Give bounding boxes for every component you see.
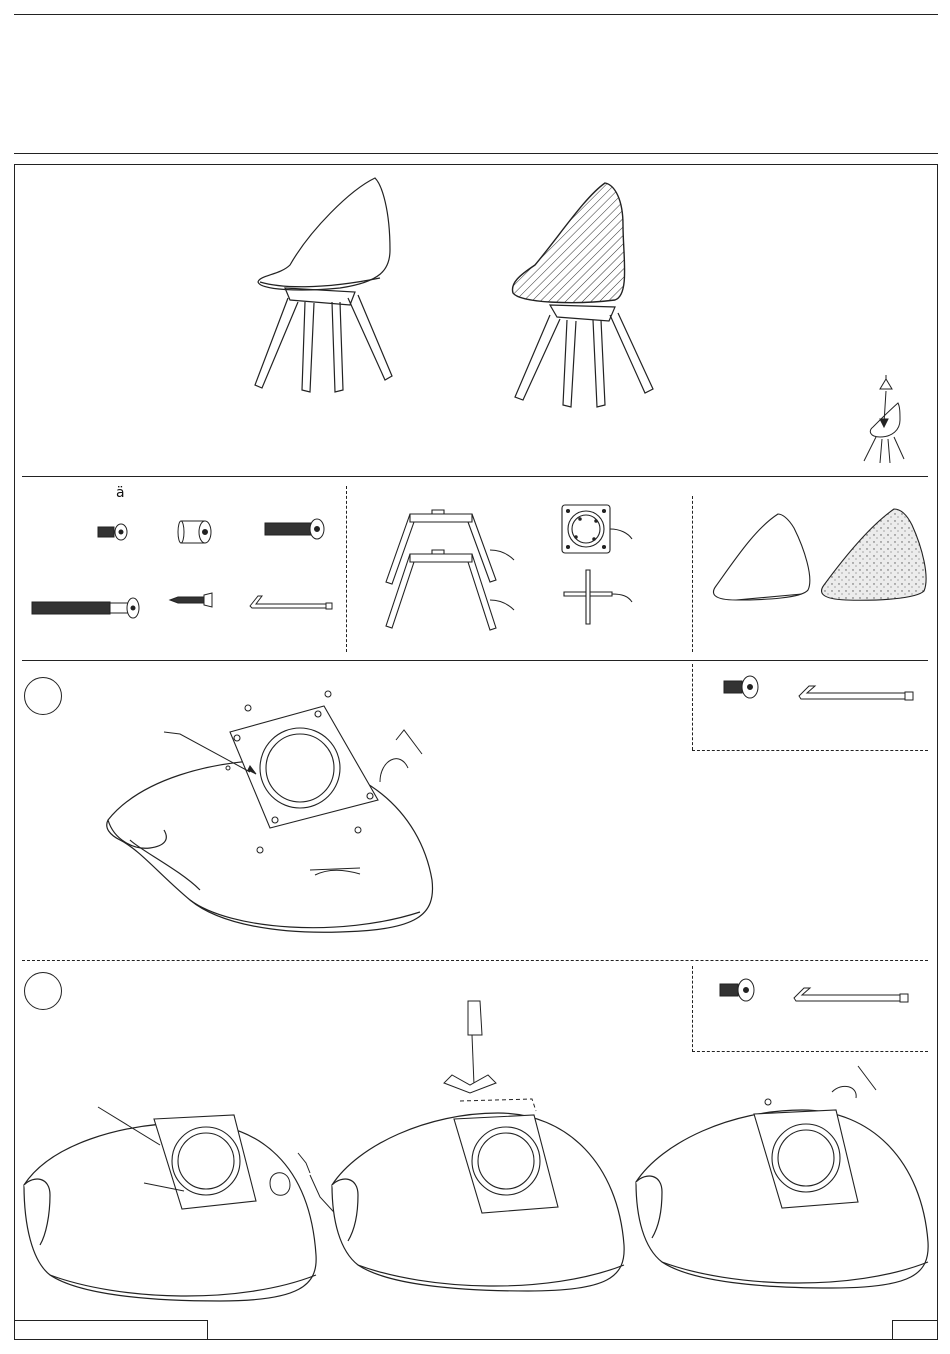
wood-screw-icon [168,592,218,608]
step-2-view-c [632,1062,932,1298]
chair-assembly-icon [858,375,913,465]
leg-frame-icon [380,508,520,636]
seat-shell-upholstered-icon [816,505,934,607]
step-1-seat-shell [100,690,440,945]
step-2-marker [24,972,62,1010]
step-divider [22,960,928,961]
cross-bracket-icon [560,568,636,626]
step-1-allen-key-icon [795,680,919,704]
hardware-label: ä [116,485,125,501]
step-2-screw-icon [718,978,758,1002]
step-1-marker [24,677,62,715]
step-2-tools-bottom [692,1051,928,1052]
step-1-screw-icon [722,675,762,699]
step-2-view-b [328,995,628,1295]
parts-divider-2 [692,496,693,652]
header-top-rule [14,14,938,15]
step-2-view-a [20,1105,330,1305]
header-bottom-rule [14,153,938,154]
step-2-tools-divider [692,966,693,1052]
footer-right-box [892,1320,938,1340]
bolt-icon [263,518,327,540]
screw-icon [96,522,130,542]
step-1-tools-divider [692,664,693,750]
long-bolt-icon [30,596,142,620]
footer-left-box [14,1320,208,1340]
parts-bottom-divider [22,660,928,661]
parts-divider-1 [346,486,347,652]
seat-shell-icon [706,508,816,608]
overview-divider [22,476,928,477]
chair-outline-icon [240,170,410,400]
step-1-tools-bottom [692,750,928,751]
step-2-allen-key-icon [790,982,914,1006]
mount-plate-icon [558,503,638,557]
spacer-icon [177,515,217,547]
allen-key-icon [246,592,338,612]
chair-upholstered-icon [505,175,665,415]
